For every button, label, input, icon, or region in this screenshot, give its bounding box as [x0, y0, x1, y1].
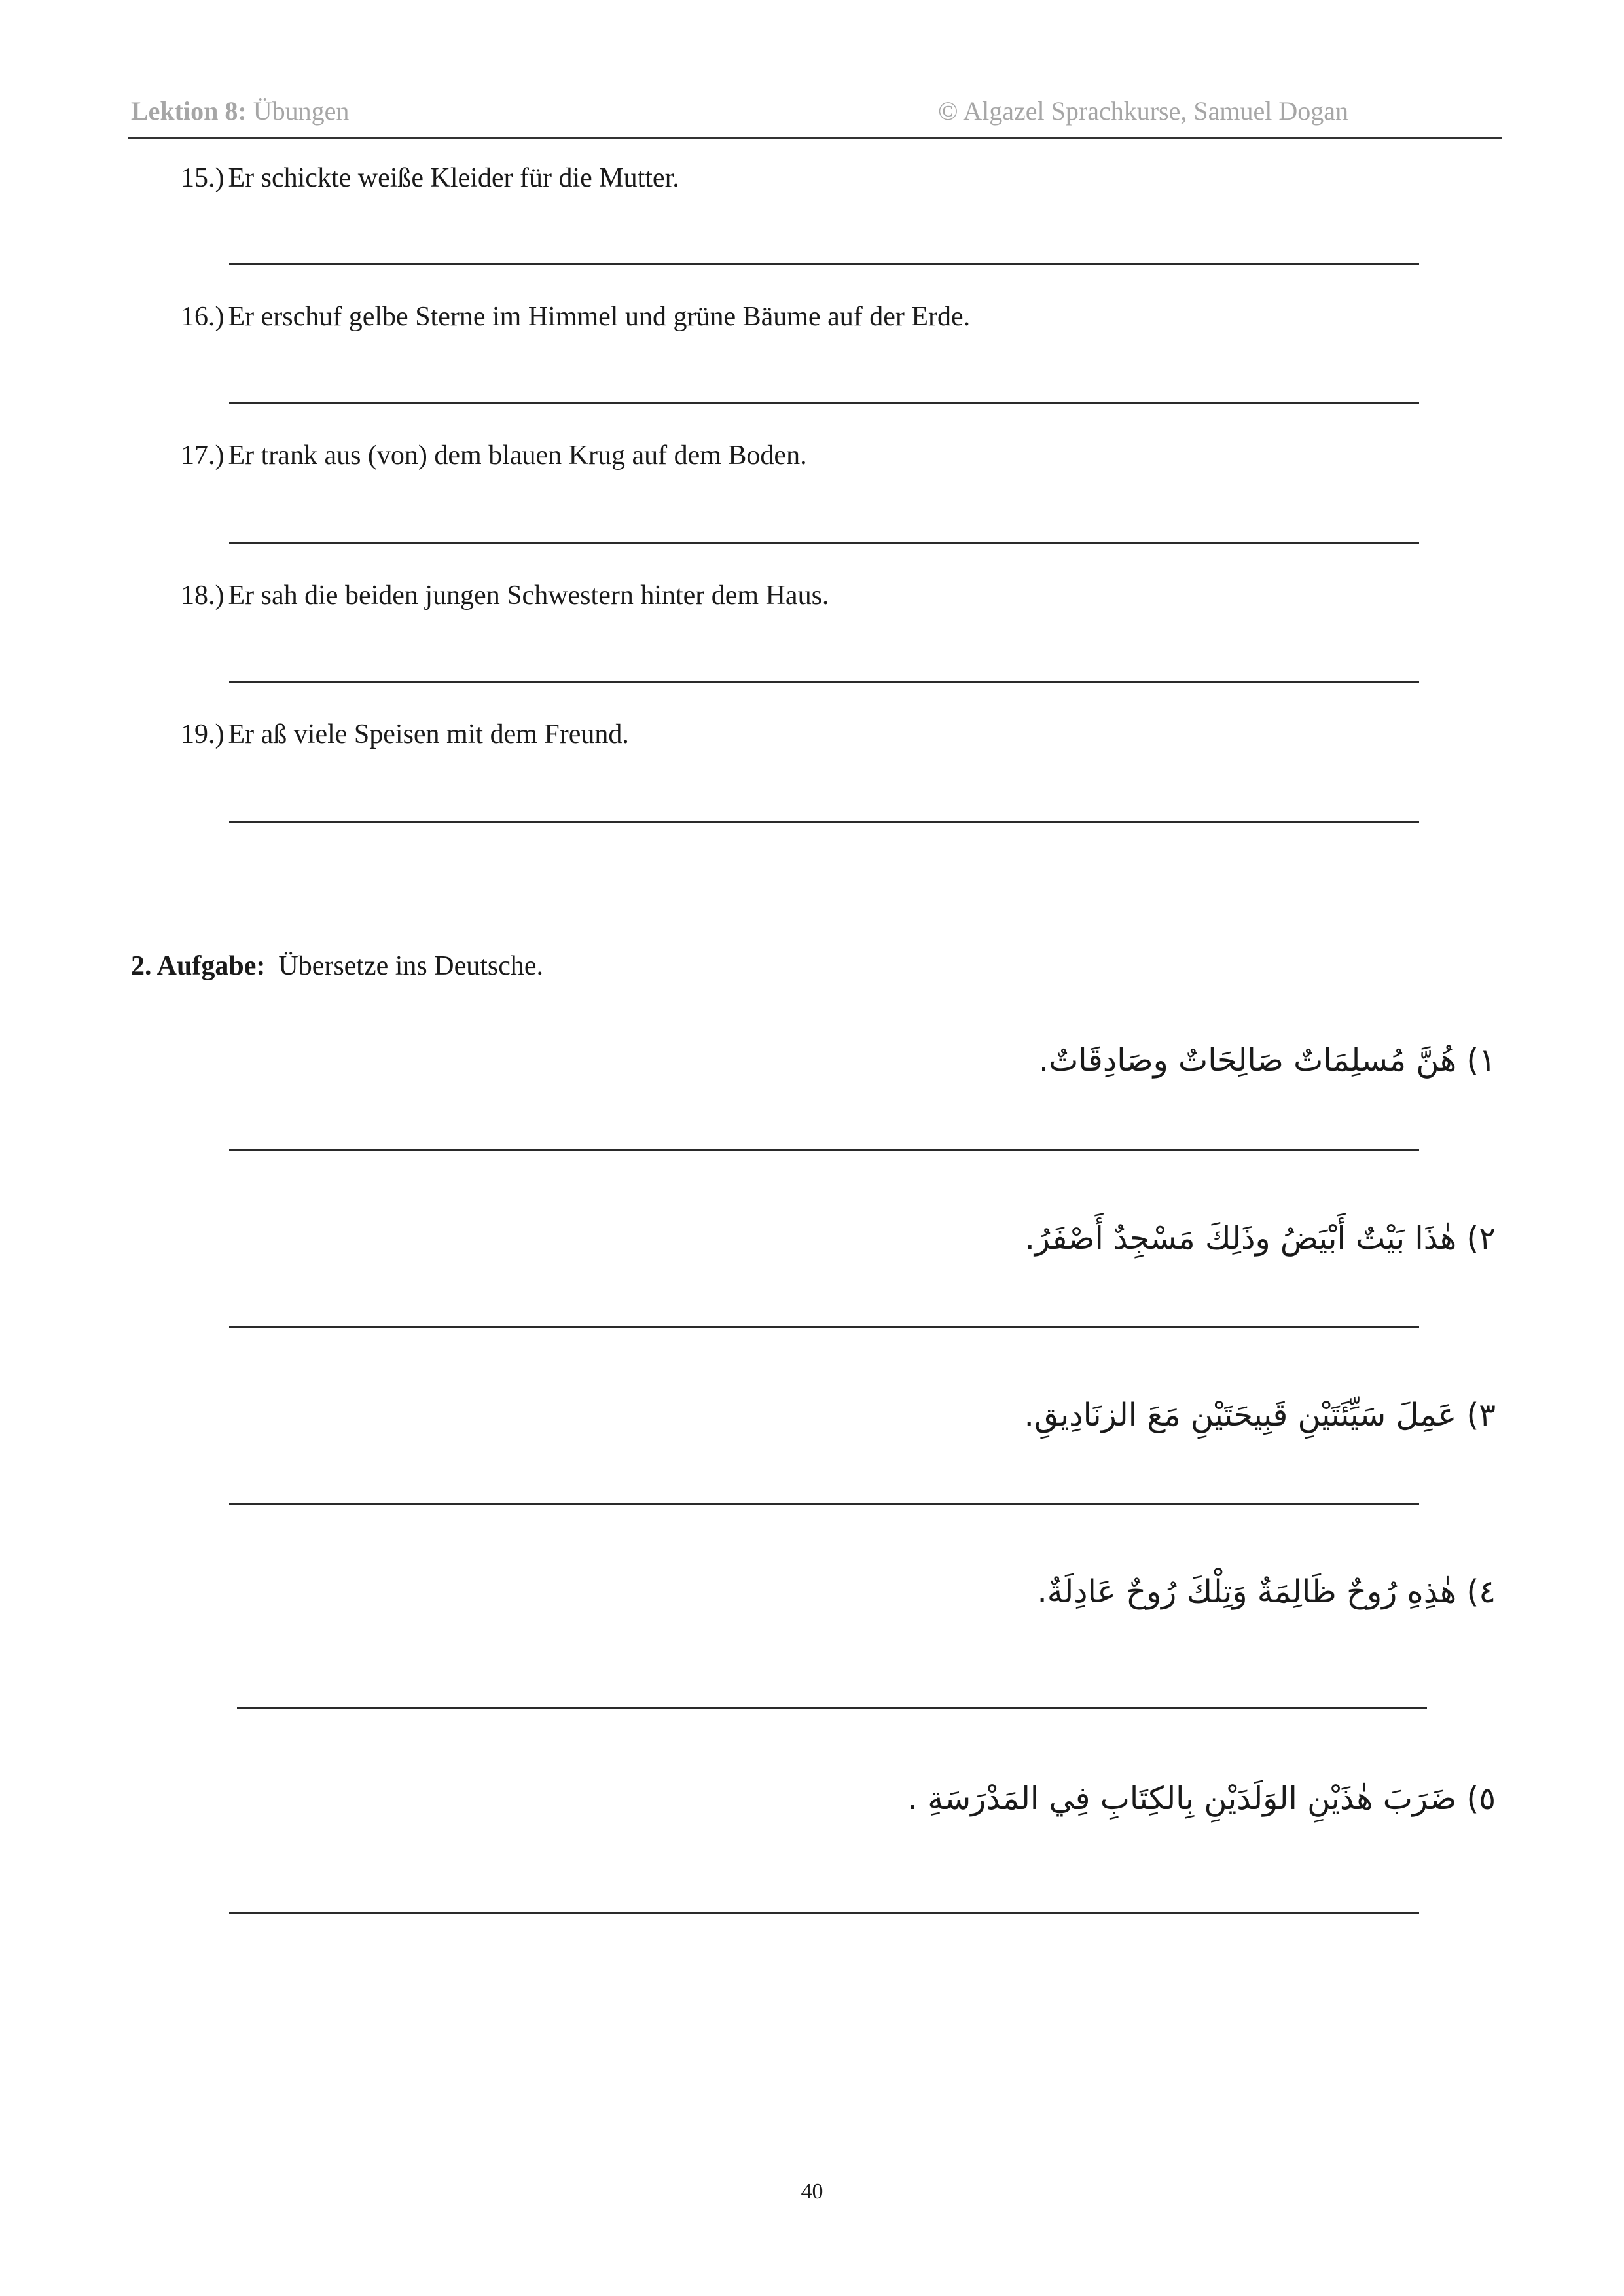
exercise-sentence: Er sah die beiden jungen Schwestern hinter dem Haus.	[228, 581, 829, 611]
header-copyright: © Algazel Sprachkurse, Samuel Dogan	[938, 96, 1348, 126]
answer-line-19[interactable]	[229, 821, 1419, 823]
exercise-number: 16.)	[181, 302, 225, 332]
exercise-item-16	[181, 301, 970, 332]
header-lesson-title	[131, 96, 349, 126]
arabic-number: ١)	[1466, 1042, 1496, 1079]
arabic-number: ٣)	[1466, 1397, 1496, 1433]
exercise-item-15	[181, 162, 679, 194]
exercise-item-17	[181, 440, 807, 471]
page-header	[128, 96, 1502, 139]
answer-line-2[interactable]	[229, 1326, 1419, 1328]
answer-line-5[interactable]	[229, 1912, 1419, 1914]
task-label: 2. Aufgabe:	[131, 951, 266, 981]
arabic-number: ٤)	[1466, 1573, 1496, 1610]
exercise-number: 18.)	[181, 581, 225, 611]
arabic-sentence: هُنَّ مُسلِمَاتٌ صَالِحَاتٌ وصَادِقَاتٌ.	[1038, 1042, 1457, 1079]
exercise-number: 19.)	[181, 719, 225, 749]
arabic-item-1	[1039, 1042, 1496, 1079]
exercise-item-19	[181, 719, 629, 750]
arabic-number: ٢)	[1466, 1220, 1496, 1257]
answer-line-17[interactable]	[229, 542, 1419, 544]
arabic-item-4	[1038, 1573, 1496, 1610]
arabic-item-3	[1024, 1397, 1496, 1433]
arabic-sentence: ضَرَبَ هٰذَيْنِ الوَلَدَيْنِ بِالكِتَابِ فِي المَدْرَسَةِ .	[907, 1780, 1457, 1817]
answer-line-15[interactable]	[229, 263, 1419, 265]
arabic-sentence: هٰذِهِ رُوحٌ ظَالِمَةٌ وَتِلْكَ رُوحٌ عَادِلَةٌ.	[1037, 1573, 1457, 1610]
answer-line-1[interactable]	[229, 1149, 1419, 1151]
answer-line-4[interactable]	[237, 1707, 1427, 1709]
exercise-sentence: Er aß viele Speisen mit dem Freund.	[228, 719, 629, 749]
exercise-sentence: Er erschuf gelbe Sterne im Himmel und grüne Bäume auf der Erde.	[228, 302, 971, 332]
arabic-sentence: هٰذَا بَيْتٌ أَبْيَضُ وذَلِكَ مَسْجِدٌ أَصْفَرُ.	[1024, 1220, 1457, 1257]
answer-line-18[interactable]	[229, 681, 1419, 683]
header-lesson-label: Lektion 8:	[131, 96, 247, 126]
page-number: 40	[801, 2179, 823, 2204]
exercise-sentence: Er schickte weiße Kleider für die Mutter.	[228, 163, 679, 193]
arabic-sentence: عَمِلَ سَيِّئَتَيْنِ قَبِيحَتَيْنِ مَعَ الزنَادِيقِ.	[1024, 1397, 1457, 1433]
arabic-item-5	[908, 1780, 1496, 1817]
header-section-label: Übungen	[253, 96, 350, 126]
exercise-item-18	[181, 580, 829, 611]
task-heading	[131, 950, 543, 982]
arabic-item-2	[1025, 1220, 1496, 1257]
exercise-sentence: Er trank aus (von) dem blauen Krug auf dem Boden.	[228, 440, 807, 471]
exercise-number: 17.)	[181, 440, 225, 471]
answer-line-16[interactable]	[229, 402, 1419, 404]
task-instruction: Übersetze ins Deutsche.	[278, 951, 544, 981]
answer-line-3[interactable]	[229, 1503, 1419, 1505]
exercise-number: 15.)	[181, 163, 225, 193]
arabic-number: ٥)	[1466, 1780, 1496, 1817]
